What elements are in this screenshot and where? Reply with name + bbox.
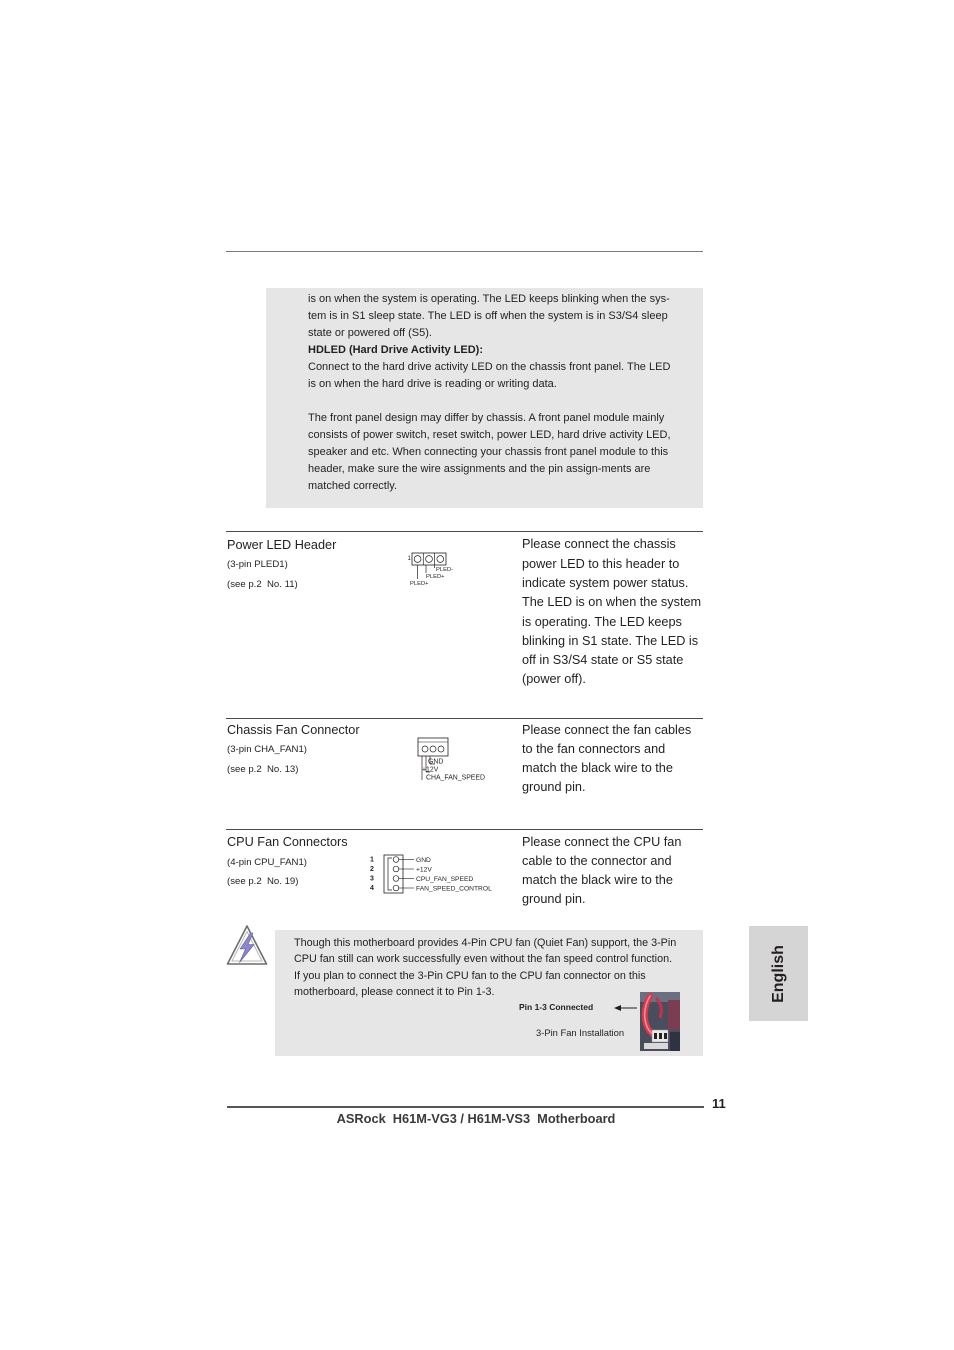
intro-line: is on when the hard drive is reading or writing data. [308, 378, 557, 390]
pin-4 [393, 885, 399, 891]
warning-note-text [294, 935, 676, 1001]
pin-1 [422, 746, 428, 752]
chassis-fan-description [522, 721, 691, 798]
footer-title: ASRock H61M-VG3 / H61M-VS3 Motherboard [336, 1111, 616, 1126]
description-line: Please connect the fan cables [522, 722, 692, 737]
section-rule [226, 718, 703, 719]
intro-line: The front panel design may differ by chassis. A front panel module mainly [308, 412, 665, 424]
pin-3 [393, 876, 399, 882]
pin-label: +12V [416, 866, 432, 874]
paragraph-gap [308, 393, 671, 410]
cpu-fan-pins: (4-pin CPU_FAN1) [227, 856, 307, 868]
pin-1 [414, 556, 421, 563]
pin-callout-label: Pin 1-3 Connected [519, 1002, 594, 1012]
description-line: ground pin. [522, 780, 586, 795]
description-line: match the black wire to the [522, 761, 673, 776]
cpu-fan-pin-diagram [368, 852, 495, 896]
chassis-fan-title: Chassis Fan Connector [227, 722, 360, 737]
description-line: indicate system power status. [522, 575, 689, 590]
pin-label: GND [416, 857, 431, 864]
top-rule [226, 251, 703, 252]
warning-line: CPU fan still can work successfully even without the fan speed control function. [294, 953, 673, 965]
pin-label: CHA_FAN_SPEED [426, 774, 485, 782]
intro-line: consists of power switch, reset switch, power LED, hard drive activity LED, [308, 429, 671, 441]
cpu-fan-description [522, 833, 681, 910]
description-line: off in S3/S4 state or S5 state [522, 653, 684, 668]
warning-line: motherboard, please connect it to Pin 1-3. [294, 986, 495, 998]
description-line: blinking in S1 state. The LED is [522, 633, 699, 648]
intro-line: header, make sure the wire assignments and the pin assign-ments are [308, 463, 651, 475]
pin-label: FAN_SPEED_CONTROL [416, 885, 492, 893]
intro-line: state or powered off (S5). [308, 327, 432, 339]
fan-installation-photo [640, 992, 680, 1051]
pin-label: PLED+ [410, 581, 429, 587]
pin-2 [393, 866, 399, 872]
chassis-fan-ref: (see p.2 No. 13) [227, 763, 299, 775]
pin1-number: 1 [407, 556, 411, 562]
description-line: match the black wire to the [522, 873, 673, 888]
callout-arrow-icon [612, 1003, 638, 1013]
intro-line: Connect to the hard drive activity LED on the chassis front panel. The LED [308, 361, 671, 373]
cpu-fan-title: CPU Fan Connectors [227, 834, 348, 849]
footer-rule [227, 1106, 704, 1108]
pin-label: GND [428, 758, 444, 766]
photo-caption: 3-Pin Fan Installation [536, 1027, 625, 1038]
pin-number: 2 [370, 866, 374, 873]
pin-3 [438, 746, 444, 752]
pin-number: 1 [370, 856, 374, 864]
power-led-pins: (3-pin PLED1) [227, 558, 288, 570]
page-number: 11 [712, 1096, 726, 1111]
description-line: is operating. The LED keeps [522, 614, 682, 629]
section-rule [226, 829, 703, 830]
power-led-title: Power LED Header [227, 537, 337, 552]
language-tab-label: English [769, 944, 787, 1003]
power-led-description [522, 535, 701, 689]
intro-note-text [308, 291, 671, 495]
description-line: to the fan connectors and [522, 741, 666, 756]
intro-line: is on when the system is operating. The LED keeps blinking when the sys- [308, 293, 670, 305]
description-line: power LED to this header to [522, 556, 680, 571]
description-line: (power off). [522, 672, 586, 687]
pin-2 [426, 556, 433, 563]
pin-label: CPU_FAN_SPEED [416, 876, 474, 883]
description-line: ground pin. [522, 892, 586, 907]
warning-line: Though this motherboard provides 4-Pin CPU fan (Quiet Fan) support, the 3-Pin [294, 936, 677, 949]
pin-3 [437, 556, 444, 563]
pin-label: PLED+ [426, 574, 445, 580]
intro-line: speaker and etc. When connecting your chassis front panel module to this [308, 446, 669, 458]
description-line: The LED is on when the system [522, 595, 702, 610]
language-tab [749, 926, 808, 1021]
description-line: Please connect the CPU fan [522, 834, 682, 849]
intro-line: matched correctly. [308, 480, 398, 492]
description-line: cable to the connector and [522, 853, 672, 868]
chassis-fan-pin-diagram [416, 736, 490, 784]
pin-number: 4 [370, 885, 374, 892]
pin-number: 3 [370, 875, 374, 883]
section-rule [226, 531, 703, 532]
intro-line: tem is in S1 sleep state. The LED is off when the system is in S3/S4 sleep [308, 310, 668, 322]
description-line: Please connect the chassis [522, 537, 676, 552]
chassis-fan-pins: (3-pin CHA_FAN1) [227, 743, 307, 755]
warning-line: If you plan to connect the 3-Pin CPU fan to the CPU fan connector on this [294, 969, 646, 982]
power-led-ref: (see p.2 No. 11) [227, 578, 298, 590]
pin-2 [430, 746, 436, 752]
pin-label: PLED- [436, 567, 454, 573]
pin-1 [393, 857, 399, 863]
hdled-heading: HDLED (Hard Drive Activity LED): [308, 344, 484, 356]
pin-label: +12V [422, 766, 439, 774]
warning-lightning-icon [226, 924, 268, 966]
power-led-pin-diagram [404, 550, 464, 590]
cpu-fan-ref: (see p.2 No. 19) [227, 875, 299, 887]
